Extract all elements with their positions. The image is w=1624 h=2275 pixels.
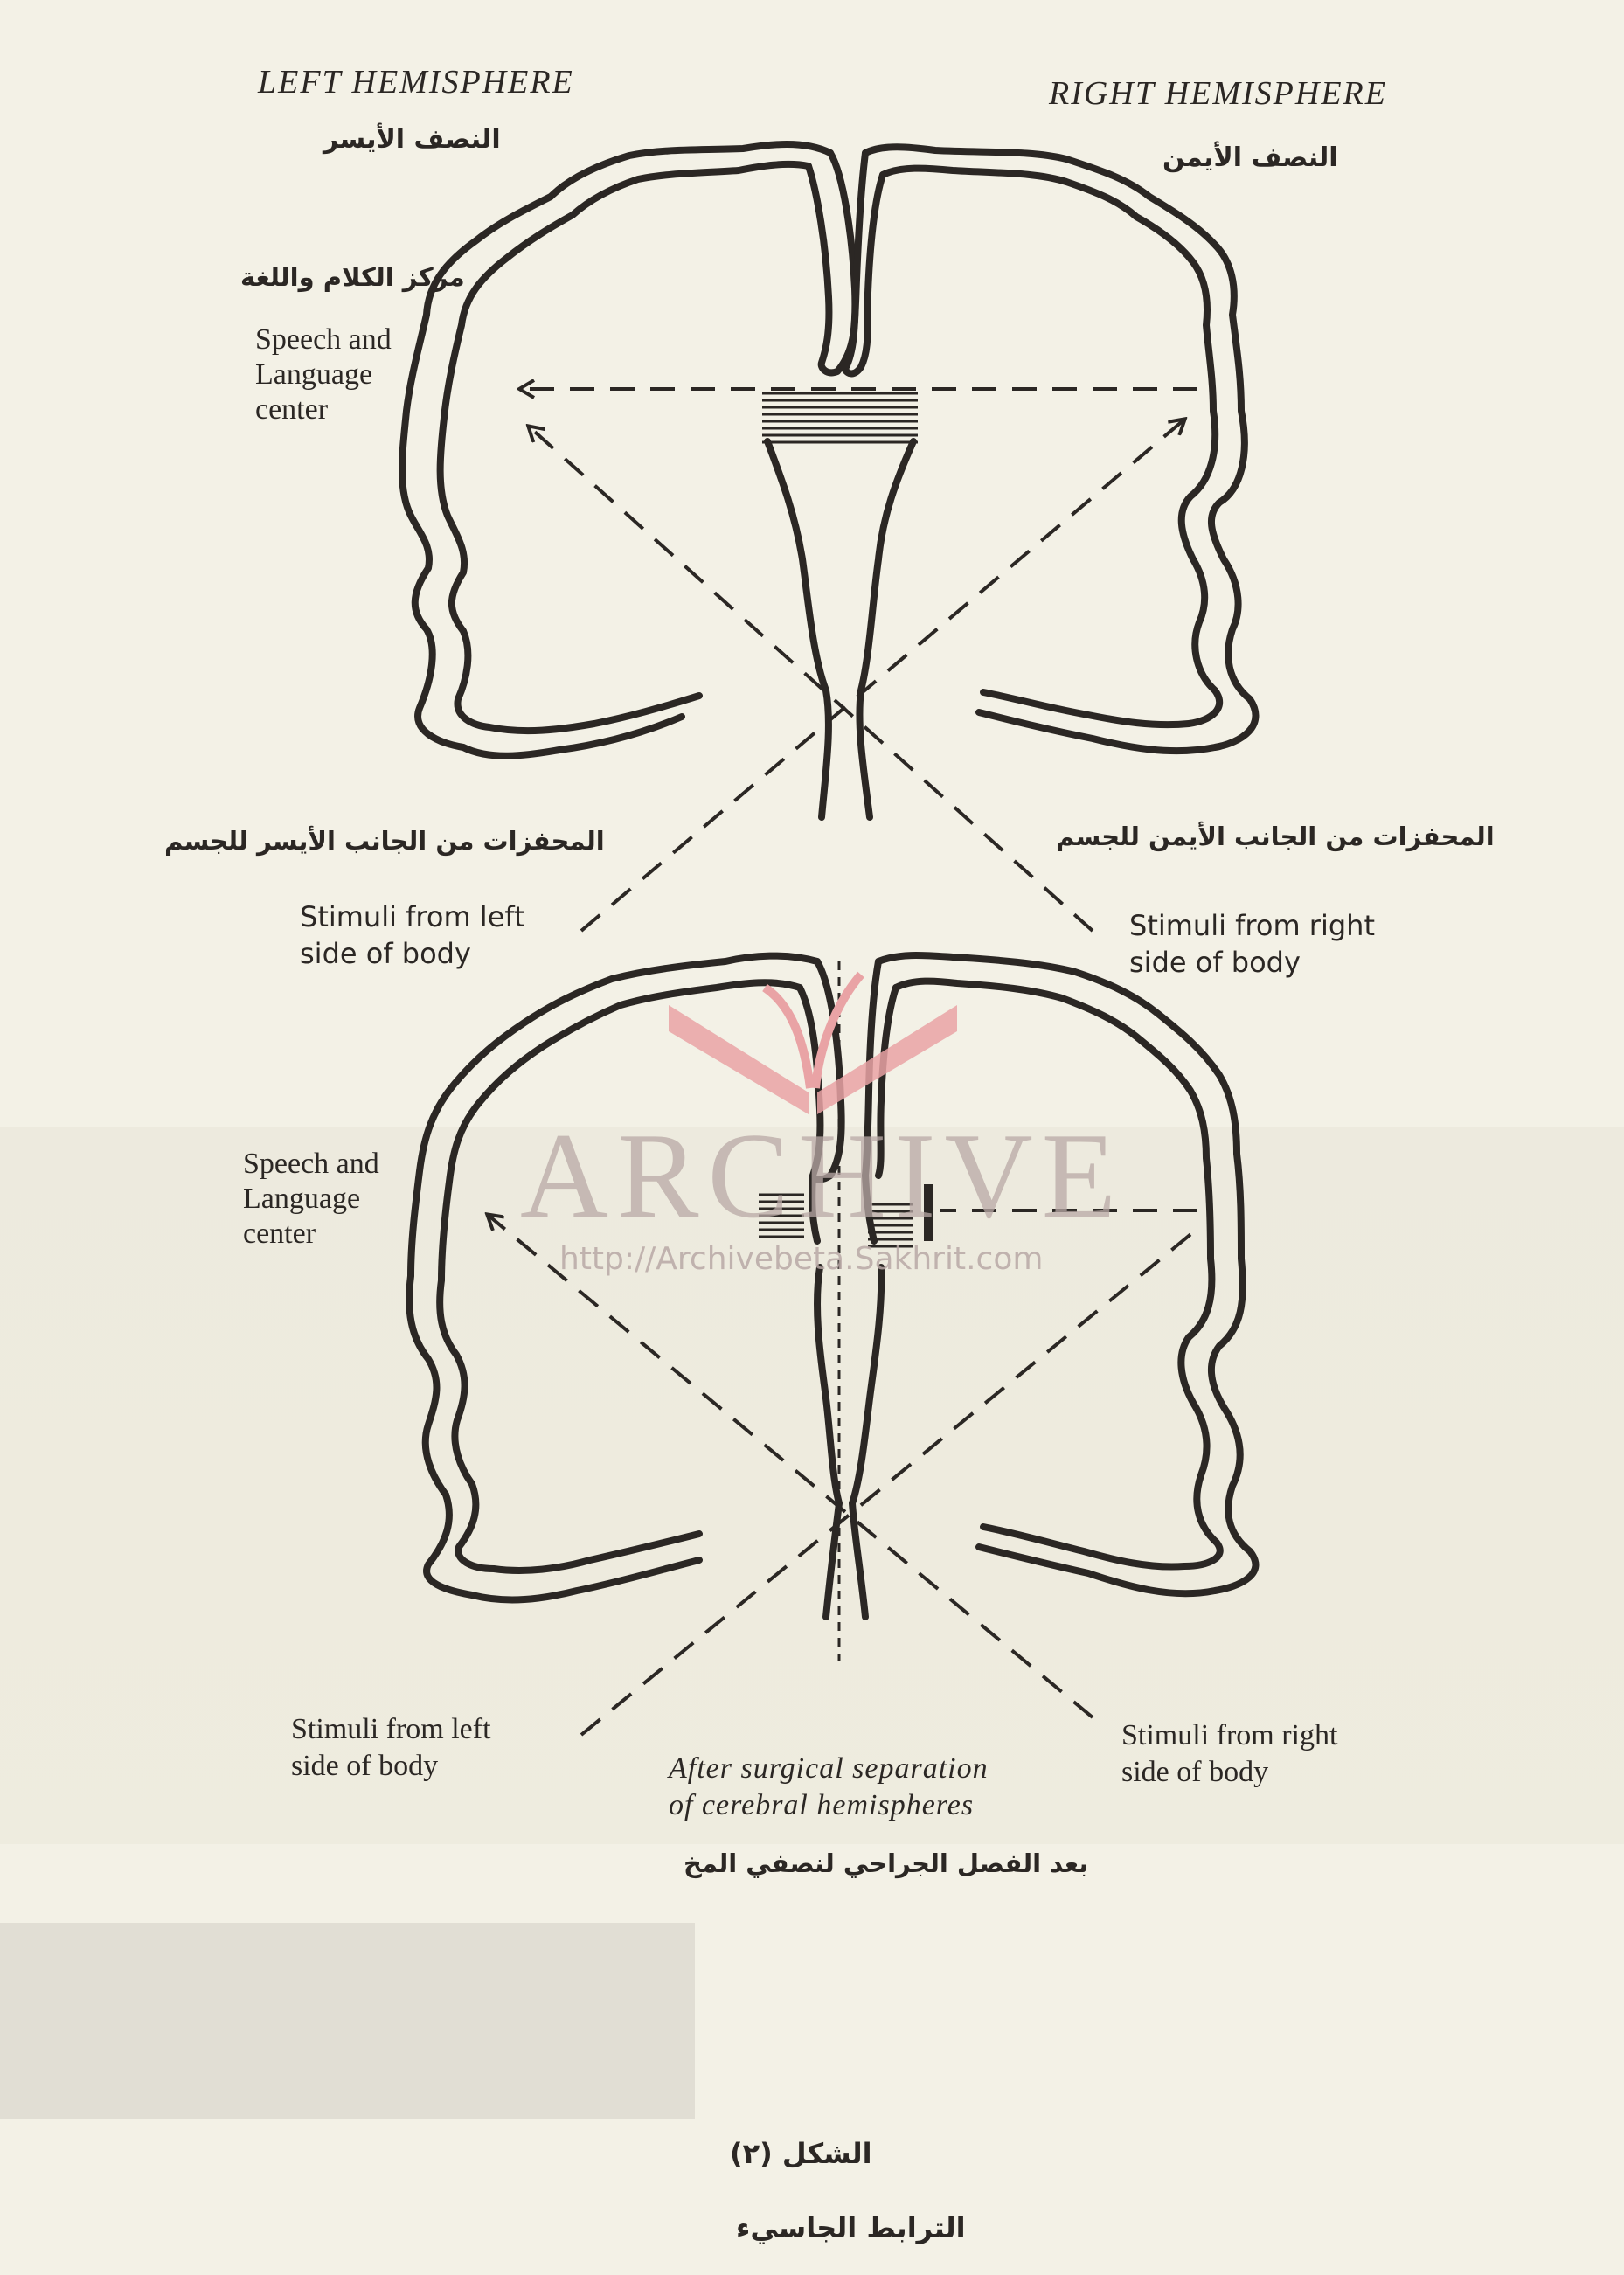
speech-center-label-ar: مركز الكلام واللغة <box>240 262 465 292</box>
bottom-speech-label-line3: center <box>243 1217 316 1250</box>
bottom-pathways <box>488 1210 1197 1735</box>
bottom-speech-label-line2: Language <box>243 1183 361 1215</box>
top-left-hemisphere-inner <box>441 164 809 731</box>
bottom-left-stimuli-line1: Stimuli from left <box>291 1713 491 1745</box>
top-callosum-right <box>859 441 913 817</box>
figure-number: الشكل (٢) <box>730 2137 872 2170</box>
left-hemisphere-heading: LEFT HEMISPHERE <box>258 64 574 101</box>
top-right-stimuli-line1: Stimuli from right <box>1129 909 1375 942</box>
figure-title: الترابط الجاسيء <box>736 2211 966 2244</box>
top-right-stimuli-line2: side of body <box>1129 946 1301 979</box>
top-callosum-hatching <box>762 393 918 442</box>
top-callosum-left <box>767 441 829 817</box>
caption-ar: بعد الفصل الجراحي لنصفي المخ <box>684 1848 1089 1878</box>
top-speech-label-line1: Speech and <box>255 323 392 356</box>
caption-line1: After surgical separation <box>669 1752 989 1785</box>
top-speech-label-line2: Language <box>255 358 373 391</box>
left-hemisphere-heading-ar: النصف الأيسر <box>323 124 501 155</box>
bottom-left-stimuli-line2: side of body <box>291 1750 439 1782</box>
top-left-stimuli-line2: side of body <box>300 937 471 970</box>
top-left-stimuli-line1: Stimuli from left <box>300 900 525 933</box>
top-left-stimuli-pathway <box>581 420 1184 931</box>
top-speech-label-line3: center <box>255 393 329 426</box>
bottom-speech-label-line1: Speech and <box>243 1148 379 1180</box>
watermark-text: ARCHIVE <box>520 1108 1126 1244</box>
watermark-book-icon <box>660 970 966 1119</box>
right-hemisphere-heading: RIGHT HEMISPHERE <box>1049 75 1387 112</box>
top-right-stimuli-pathway <box>529 427 1093 931</box>
bottom-left-stimuli-pathway <box>581 1232 1193 1735</box>
left-stimuli-label-ar: المحفزات من الجانب الأيسر للجسم <box>164 826 605 856</box>
top-right-hemisphere-inner <box>883 169 1219 725</box>
caption-line2: of cerebral hemispheres <box>669 1789 975 1821</box>
bottom-right-stimuli-line2: side of body <box>1121 1756 1269 1788</box>
right-stimuli-label-ar: المحفزات من الجانب الأيمن للجسم <box>1056 822 1495 851</box>
right-hemisphere-heading-ar: النصف الأيمن <box>1162 142 1338 173</box>
watermark-url[interactable]: http://Archivebeta.Sakhrit.com <box>559 1241 1044 1277</box>
top-brain <box>402 144 1255 817</box>
bottom-right-stimuli-pathway <box>488 1215 1093 1717</box>
top-left-fissure <box>809 153 855 372</box>
bottom-right-stimuli-line1: Stimuli from right <box>1121 1719 1338 1751</box>
